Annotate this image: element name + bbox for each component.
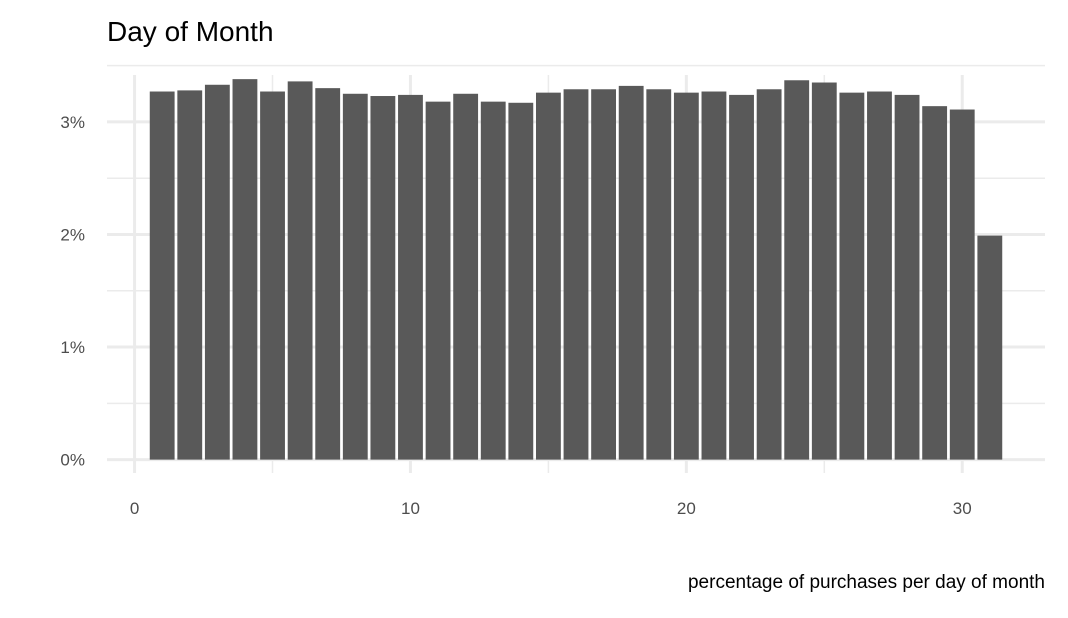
x-tick-label: 30	[952, 499, 972, 518]
bar	[426, 102, 451, 460]
bar	[646, 89, 671, 459]
bar	[950, 110, 975, 460]
bar	[260, 92, 285, 460]
x-tick-label: 0	[129, 499, 140, 518]
bar	[536, 93, 561, 460]
bar	[812, 83, 837, 460]
bar	[288, 81, 313, 459]
x-tick-label: 10	[401, 499, 420, 518]
bar	[398, 95, 423, 460]
bar	[674, 93, 699, 460]
chart-title: Day of Month	[107, 16, 274, 47]
bar	[150, 92, 175, 460]
bar	[977, 236, 1002, 460]
y-tick-label: 2%	[60, 225, 85, 245]
bar	[205, 85, 230, 460]
bar	[591, 89, 616, 459]
y-tick-label: 1%	[60, 338, 85, 358]
bar	[481, 102, 506, 460]
y-tick-label: 0%	[60, 450, 85, 470]
x-axis-label: percentage of purchases per day of month	[687, 572, 1045, 593]
x-tick-label: 20	[676, 499, 696, 518]
y-axis-ticks	[60, 113, 85, 470]
bar	[757, 89, 782, 459]
bar	[784, 80, 809, 459]
y-tick-label: 3%	[60, 112, 85, 132]
bar	[564, 89, 589, 459]
bar	[922, 106, 947, 459]
bar	[867, 92, 892, 460]
bars	[150, 79, 1002, 459]
bar	[619, 86, 644, 460]
bar	[729, 95, 754, 460]
bar	[895, 95, 920, 460]
bar	[177, 90, 202, 459]
bar	[702, 92, 727, 460]
bar	[233, 79, 258, 459]
bar	[343, 94, 368, 460]
bar	[453, 94, 478, 460]
bar	[839, 93, 864, 460]
bar	[370, 96, 395, 460]
x-axis-ticks	[130, 499, 972, 518]
bar	[315, 88, 340, 459]
bar	[508, 103, 533, 460]
